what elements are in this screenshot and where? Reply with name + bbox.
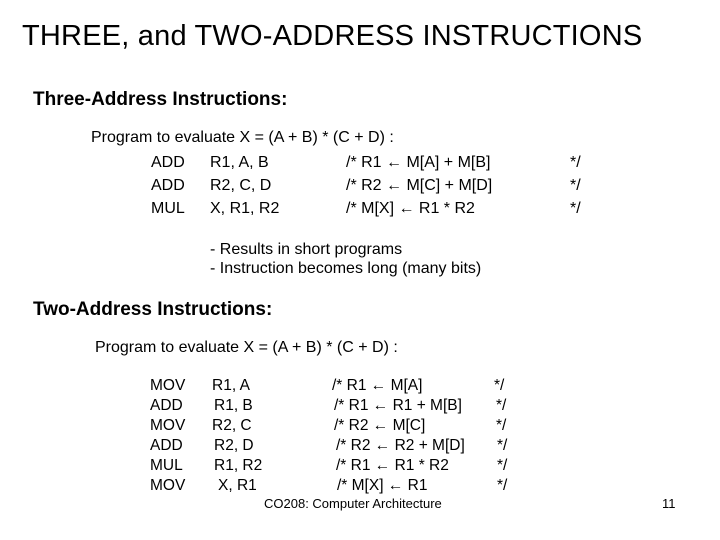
instruction-opcode: MOV bbox=[150, 477, 186, 494]
instruction-comment: /* R2 ← M[C] bbox=[334, 417, 426, 434]
instruction-operands: R2, C bbox=[212, 417, 252, 434]
note-item: - Instruction becomes long (many bits) bbox=[210, 260, 482, 277]
instruction-opcode: MOV bbox=[150, 417, 186, 434]
instruction-comment: /* M[X] ← R1 bbox=[337, 477, 428, 494]
comment-end: */ bbox=[570, 154, 581, 171]
instruction-operands: R1, R2 bbox=[214, 457, 263, 474]
instruction-opcode: ADD bbox=[150, 397, 183, 414]
slide-title: THREE, and TWO-ADDRESS INSTRUCTIONS bbox=[22, 20, 643, 52]
comment-end: */ bbox=[494, 377, 505, 394]
instruction-comment: /* R1 ← R1 * R2 bbox=[336, 457, 449, 474]
instruction-opcode: MOV bbox=[150, 377, 186, 394]
two-address-program-line: Program to evaluate X = (A + B) * (C + D) : bbox=[95, 339, 398, 356]
instruction-comment: /* R1 ← M[A] + M[B] bbox=[346, 154, 491, 171]
instruction-opcode: ADD bbox=[151, 154, 185, 171]
comment-end: */ bbox=[497, 477, 508, 494]
comment-end: */ bbox=[496, 397, 507, 414]
instruction-operands: X, R1 bbox=[218, 477, 257, 494]
two-address-heading: Two-Address Instructions: bbox=[33, 299, 273, 320]
instruction-operands: X, R1, R2 bbox=[210, 200, 280, 217]
comment-end: */ bbox=[570, 200, 581, 217]
instruction-operands: R1, A bbox=[212, 377, 250, 394]
instruction-operands: R2, C, D bbox=[210, 177, 272, 194]
instruction-opcode: ADD bbox=[150, 437, 183, 454]
instruction-operands: R1, A, B bbox=[210, 154, 269, 171]
instruction-comment: /* M[X] ← R1 * R2 bbox=[346, 200, 475, 217]
instruction-operands: R2, D bbox=[214, 437, 254, 454]
instruction-operands: R1, B bbox=[214, 397, 253, 414]
instruction-opcode: MUL bbox=[150, 457, 183, 474]
comment-end: */ bbox=[497, 437, 508, 454]
comment-end: */ bbox=[497, 457, 508, 474]
comment-end: */ bbox=[570, 177, 581, 194]
page-number: 11 bbox=[662, 496, 676, 511]
comment-end: */ bbox=[496, 417, 507, 434]
instruction-opcode: MUL bbox=[151, 200, 185, 217]
instruction-comment: /* R1 ← R1 + M[B] bbox=[334, 397, 462, 414]
instruction-comment: /* R2 ← R2 + M[D] bbox=[336, 437, 465, 454]
three-address-program-line: Program to evaluate X = (A + B) * (C + D) : bbox=[91, 129, 394, 146]
instruction-comment: /* R1 ← M[A] bbox=[332, 377, 423, 394]
note-item: - Results in short programs bbox=[210, 241, 403, 258]
footer-course: CO208: Computer Architecture bbox=[264, 496, 442, 511]
instruction-opcode: ADD bbox=[151, 177, 185, 194]
instruction-comment: /* R2 ← M[C] + M[D] bbox=[346, 177, 493, 194]
three-address-heading: Three-Address Instructions: bbox=[33, 89, 288, 110]
